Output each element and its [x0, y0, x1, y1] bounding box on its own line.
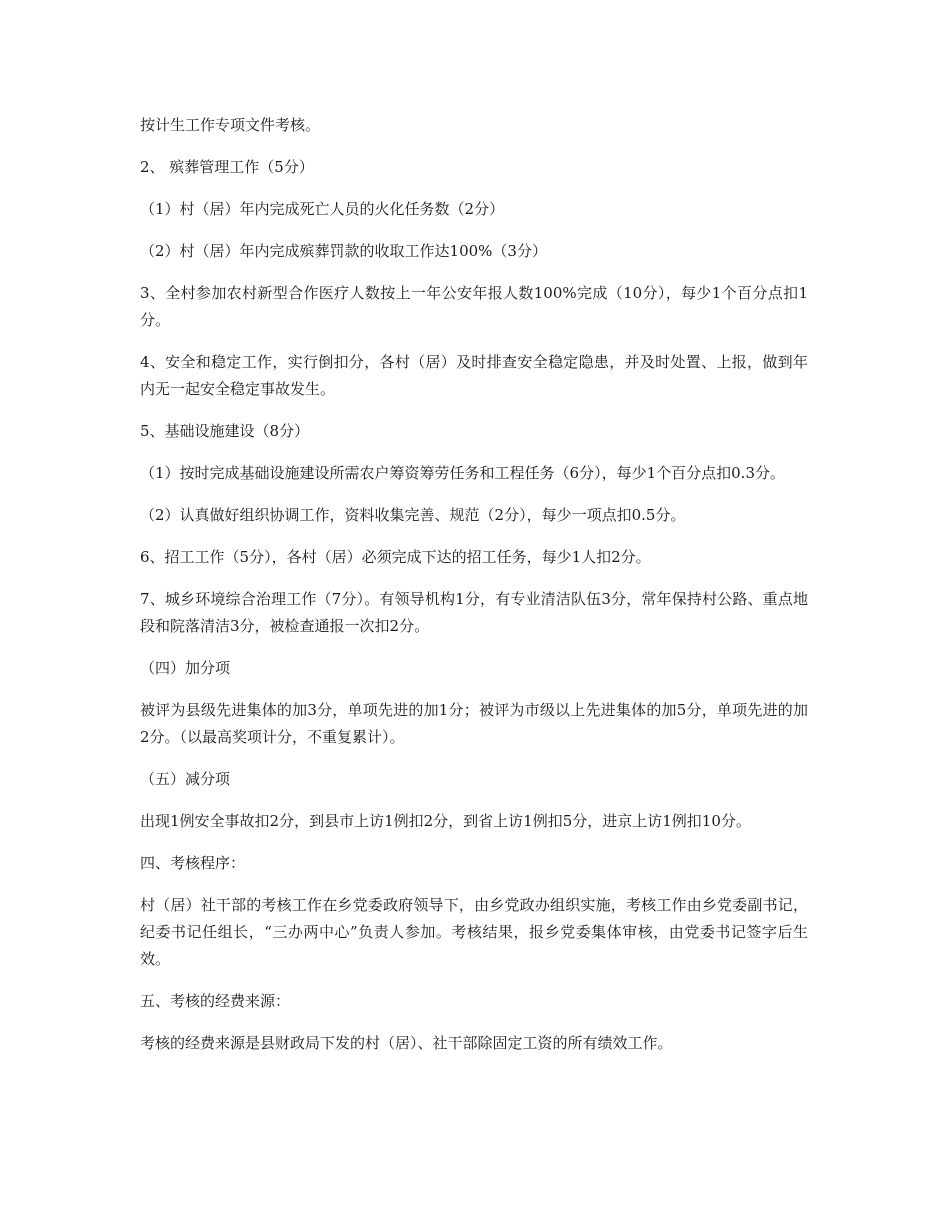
item-cremation-task: （1）村（居）年内完成死亡人员的火化任务数（2分）	[140, 200, 505, 218]
paragraph-family-planning: 按计生工作专项文件考核。	[140, 116, 321, 134]
paragraph-deduction-points: 出现1例安全事故扣2分，到县市上访1例扣2分，到省上访1例扣5分，进京上访1例扣10分。	[140, 812, 751, 830]
paragraph-recruitment: 6、招工工作（5分），各村（居）必须完成下达的招工任务，每少1人扣2分。	[140, 548, 651, 566]
paragraph-safety-stability: 4、安全和稳定工作，实行倒扣分，各村（居）及时排查安全稳定隐患，并及时处置、上报，做到年内无一起安全稳定事故发生。	[140, 353, 808, 398]
heading-funeral-management: 2、 殡葬管理工作（5分）	[140, 158, 314, 176]
heading-assessment-procedure: 四、考核程序：	[140, 854, 246, 872]
paragraph-bonus-points: 被评为县级先进集体的加3分，单项先进的加1分；被评为市级以上先进集体的加5分，单项先进的加2分。（以最高奖项计分，不重复累计）。	[140, 701, 808, 746]
item-funeral-fine: （2）村（居）年内完成殡葬罚款的收取工作达100%（3分）	[140, 242, 547, 260]
heading-bonus-points: （四）加分项	[140, 659, 231, 677]
document-body	[140, 112, 808, 1072]
paragraph-environment: 7、城乡环境综合治理工作（7分）。有领导机构1分，有专业清洁队伍3分，常年保持村公路、重点地段和院落清洁3分，被检查通报一次扣2分。	[140, 590, 808, 635]
paragraph-rural-medical: 3、全村参加农村新型合作医疗人数按上一年公安年报人数100%完成（10分），每少1个百分点扣1分。	[140, 284, 808, 329]
paragraph-assessment-procedure: 村（居）社干部的考核工作在乡党委政府领导下，由乡党政办组织实施，考核工作由乡党委副书记，纪委书记任组长，“三办两中心”负责人参加。考核结果，报乡党委集体审核，由党委书记签字后生效。	[140, 896, 808, 968]
heading-funding-source: 五、考核的经费来源：	[140, 992, 291, 1010]
paragraph-funding-source: 考核的经费来源是县财政局下发的村（居）、社干部除固定工资的所有绩效工作。	[140, 1034, 673, 1052]
item-infrastructure-funding: （1）按时完成基础设施建设所需农户筹资筹劳任务和工程任务（6分），每少1个百分点扣0.3分。	[140, 464, 785, 482]
heading-deduction-points: （五）减分项	[140, 770, 231, 788]
heading-infrastructure: 5、基础设施建设（8分）	[140, 422, 310, 440]
item-coordination: （2）认真做好组织协调工作，资料收集完善、规范（2分），每少一项点扣0.5分。	[140, 506, 686, 524]
